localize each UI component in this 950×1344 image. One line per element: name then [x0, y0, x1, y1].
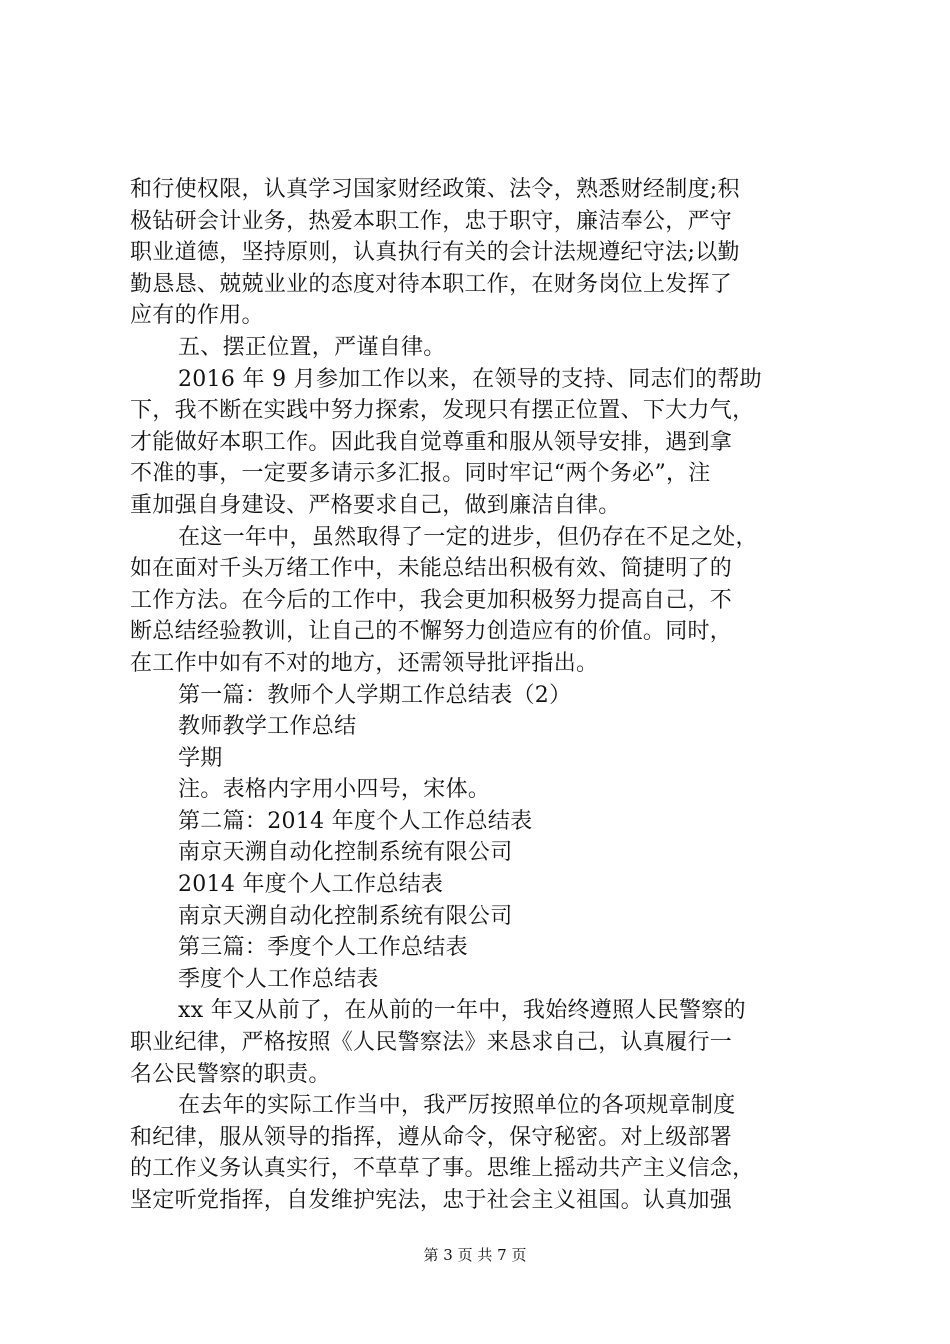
text-line: 不准的事，一定要多请示多汇报。同时牢记“两个务必”，注: [130, 461, 711, 487]
text-line: 季度个人工作总结表: [178, 966, 379, 992]
text-line: 极钻研会计业务，热爱本职工作，忠于职守，廉洁奉公，严守: [130, 208, 733, 234]
text-line: 应有的作用。: [130, 303, 264, 329]
text-line: 在去年的实际工作当中，我严厉按照单位的各项规章制度: [178, 1093, 736, 1119]
text-line: 勤恳恳、兢兢业业的态度对待本职工作，在财务岗位上发挥了: [130, 271, 733, 297]
text-line: 学期: [178, 745, 223, 771]
text-line: xx 年又从前了，在从前的一年中，我始终遵照人民警察的: [178, 998, 746, 1024]
text-line: 2014 年度个人工作总结表: [178, 872, 444, 898]
text-line: 职业道德，坚持原则，认真执行有关的会计法规遵纪守法;以勤: [130, 240, 740, 266]
text-line: 第二篇：2014 年度个人工作总结表: [178, 808, 533, 834]
text-line: 名公民警察的职责。: [130, 1061, 331, 1087]
document-body: [130, 174, 830, 1217]
text-line: 南京天溯自动化控制系统有限公司: [178, 840, 513, 866]
text-line: 第一篇：教师个人学期工作总结表（2）: [178, 682, 572, 708]
text-line: 教师教学工作总结: [178, 714, 357, 740]
text-line: 如在面对千头万绪工作中，未能总结出积极有效、简捷明了的: [130, 556, 733, 582]
text-line: 工作方法。在今后的工作中，我会更加积极努力提高自己，不: [130, 587, 733, 613]
text-line: 在这一年中，虽然取得了一定的进步，但仍存在不足之处，: [178, 524, 758, 550]
text-line: 南京天溯自动化控制系统有限公司: [178, 903, 513, 929]
text-line: 2016 年 9 月参加工作以来，在领导的支持、同志们的帮助: [178, 366, 762, 392]
text-line: 职业纪律，严格按照《人民警察法》来恳求自己，认真履行一: [130, 1030, 733, 1056]
text-line: 的工作义务认真实行，不草草了事。思维上摇动共产主义信念，: [130, 1156, 755, 1182]
text-line: 和纪律，服从领导的指挥，遵从命令，保守秘密。对上级部署: [130, 1124, 733, 1150]
text-line: 才能做好本职工作。因此我自觉尊重和服从领导安排，遇到拿: [130, 429, 733, 455]
text-line: 和行使权限，认真学习国家财经政策、法令，熟悉财经制度;积: [130, 177, 740, 202]
text-line: 五、摆正位置，严谨自律。: [178, 334, 446, 360]
text-line: 断总结经验教训，让自己的不懈努力创造应有的价值。同时，: [130, 619, 733, 645]
text-line: 在工作中如有不对的地方，还需领导批评指出。: [130, 650, 599, 676]
text-line: 坚定听党指挥，自发维护宪法，忠于社会主义祖国。认真加强: [130, 1188, 733, 1213]
page-footer: 第 3 页 共 7 页: [423, 1246, 527, 1264]
text-line: 下，我不断在实践中努力探索，发现只有摆正位置、下大力气，: [130, 398, 755, 424]
text-line: 第三篇：季度个人工作总结表: [178, 935, 468, 961]
text-line: 注。表格内字用小四号，宋体。: [178, 777, 491, 803]
text-line: 重加强自身建设、严格要求自己，做到廉洁自律。: [130, 492, 621, 518]
